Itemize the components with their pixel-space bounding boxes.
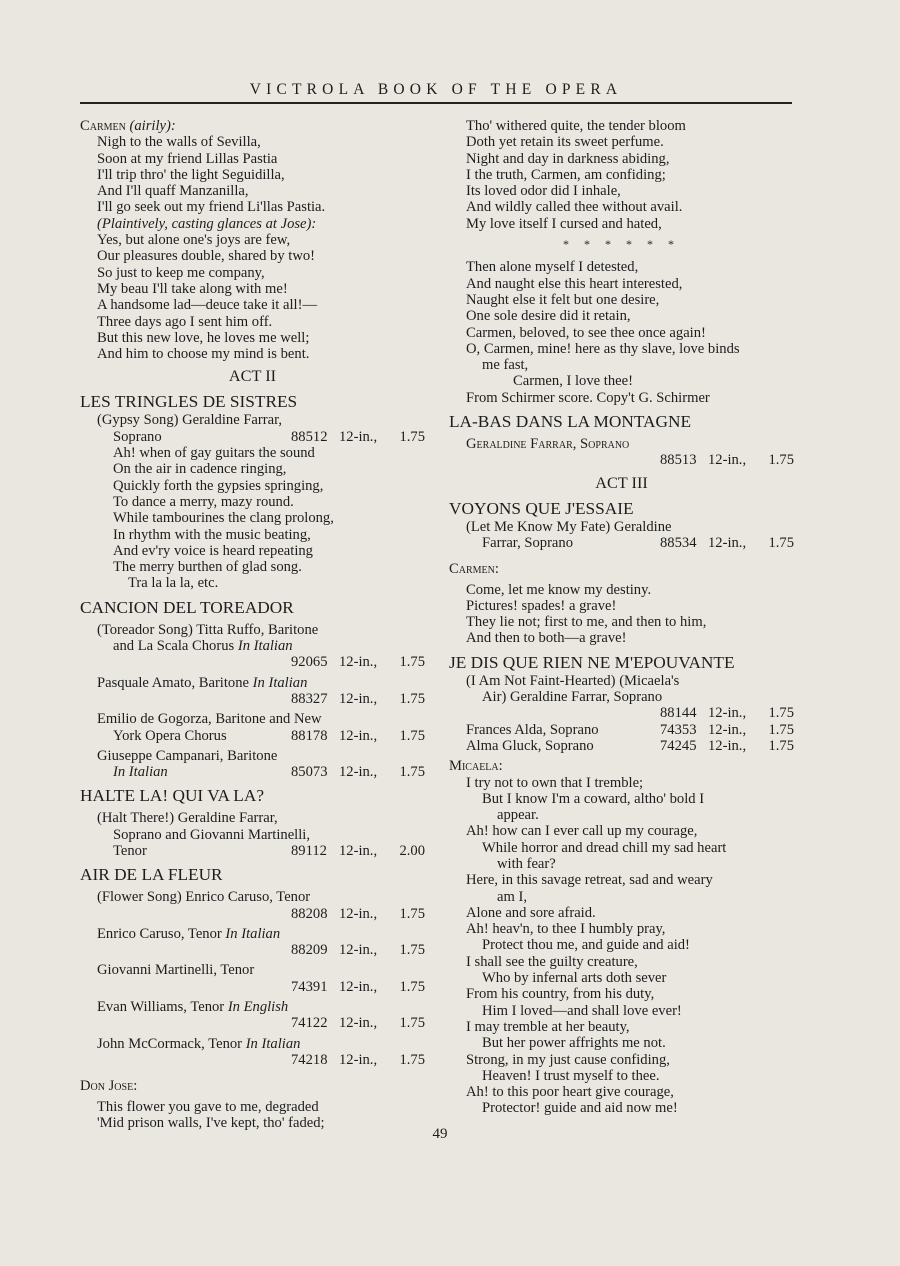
- carmen-verse-2: [80, 232, 425, 362]
- jose-verse-cont: [449, 118, 794, 232]
- record-entry: [449, 452, 794, 468]
- record-credit: (Let Me Know My Fate) Geraldine: [466, 518, 672, 535]
- record-number: 85073: [291, 764, 328, 781]
- lyric-line: Ah! when of gay guitars the sound: [113, 445, 315, 462]
- record-entry: [80, 764, 425, 780]
- lyric-line: 'Mid prison walls, I've kept, tho' faded;: [97, 1114, 325, 1131]
- record-artist: Pasquale Amato, Baritone: [97, 674, 249, 691]
- record-entry: [80, 979, 425, 995]
- record-number: 74245: [660, 737, 697, 754]
- lyric-line: Pictures! spades! a grave!: [466, 597, 617, 614]
- record-credit: Emilio de Gogorza, Baritone and New: [97, 711, 322, 728]
- record-language: In Italian: [113, 764, 168, 781]
- record-entry: [80, 691, 425, 707]
- lyric-line: Him I loved—and shall love ever!: [482, 1002, 682, 1019]
- stage-direction: (airily):: [129, 118, 176, 134]
- record-artist: Alma Gluck, Soprano: [466, 737, 594, 754]
- lyric-line: To dance a merry, mazy round.: [113, 493, 294, 510]
- lyric-line: Ah! to this poor heart give courage,: [466, 1084, 674, 1101]
- lyric-line: Carmen, beloved, to see thee once again!: [466, 324, 706, 341]
- lyric-line: Our pleasures double, shared by two!: [97, 248, 316, 265]
- record-size: 12-in.,: [339, 905, 378, 922]
- lyric-line: Doth yet retain its sweet perfume.: [466, 134, 664, 151]
- record-price: 1.75: [399, 978, 425, 995]
- record-entry: [80, 654, 425, 670]
- lyric-line: Who by infernal arts doth sever: [482, 970, 667, 987]
- speaker-name: Carmen:: [449, 561, 499, 578]
- left-column: [80, 118, 425, 1131]
- record-number: 74391: [291, 978, 328, 995]
- record-artist: Evan Williams, Tenor: [97, 999, 225, 1016]
- lyric-line: Come, let me know my destiny.: [466, 581, 652, 598]
- record-language: In Italian: [245, 1035, 301, 1052]
- lyric-line: Tho' withered quite, the tender bloom: [466, 118, 686, 134]
- lyric-line: A handsome lad—deuce take it all!—: [97, 297, 318, 314]
- record-credit: (Gypsy Song) Geraldine Farrar,: [97, 412, 283, 429]
- lyric-line: This flower you gave to me, degraded: [97, 1098, 319, 1115]
- header-rule: [80, 102, 792, 104]
- copyright-note: From Schirmer score. Copy't G. Schirmer: [466, 389, 710, 406]
- stage-direction-text: (Plaintively, casting glances at Jose):: [97, 215, 317, 232]
- record-credit: [80, 999, 425, 1015]
- record-credit: Air) Geraldine Farrar, Soprano: [482, 689, 663, 706]
- section-title: AIR DE LA FLEUR: [80, 865, 223, 885]
- record-size: 12-in.,: [339, 727, 378, 744]
- record-number: 88534: [660, 534, 697, 551]
- lyric-line: They lie not; first to me, and then to him,: [466, 614, 707, 631]
- micaela-verse: [449, 775, 794, 1117]
- record-credit: (Flower Song) Enrico Caruso, Tenor: [97, 889, 311, 906]
- record-entry: [80, 1015, 425, 1031]
- record-price: 1.75: [399, 942, 425, 959]
- record-entry: [80, 429, 425, 445]
- lyric-line: Yes, but alone one's joys are few,: [97, 232, 291, 249]
- record-credit: [80, 1036, 425, 1052]
- lyric-line: Naught else it felt but one desire,: [466, 291, 660, 308]
- record-number: 92065: [291, 654, 328, 671]
- record-size: 12-in.,: [708, 452, 747, 469]
- record-credit: (Halt There!) Geraldine Farrar,: [97, 810, 278, 827]
- lyric-line: Tra la la la, etc.: [128, 575, 219, 592]
- page-number: 49: [432, 1126, 448, 1142]
- record-artist: Farrar, Soprano: [482, 534, 574, 551]
- record-price: 2.00: [399, 842, 425, 859]
- lyric-line: I shall see the guilty creature,: [466, 953, 638, 970]
- lyric-line: And then to both—a grave!: [466, 630, 627, 647]
- record-size: 12-in.,: [708, 534, 747, 551]
- record-price: 1.75: [768, 705, 794, 722]
- lyric-line: So just to keep me company,: [97, 264, 265, 281]
- lyric-line: Quickly forth the gypsies springing,: [113, 477, 324, 494]
- record-artist: Enrico Caruso, Tenor: [97, 925, 222, 942]
- record-entry: [80, 843, 425, 859]
- lyric-line: Protect thou me, and guide and aid!: [482, 937, 690, 954]
- record-language: In Italian: [237, 638, 293, 655]
- record-credit: Geraldine Farrar, Soprano: [466, 436, 630, 453]
- stage-direction-2: [80, 216, 425, 232]
- section-title: JE DIS QUE RIEN NE M'EPOUVANTE: [449, 652, 735, 672]
- record-number: 88513: [660, 452, 697, 469]
- carmen-fate-verse: [449, 582, 794, 647]
- record-number: 74353: [660, 721, 697, 738]
- record-number: 74218: [291, 1051, 328, 1068]
- lyric-line: Strong, in my just cause confiding,: [466, 1051, 670, 1068]
- record-price: 1.75: [399, 428, 425, 445]
- speaker-line: [80, 118, 425, 134]
- lyric-line: Nigh to the walls of Sevilla,: [97, 134, 261, 151]
- record-number: 89112: [291, 842, 327, 859]
- lyric-line: I try not to own that I tremble;: [466, 774, 644, 791]
- record-price: 1.75: [399, 654, 425, 671]
- lyric-line: But I know I'm a coward, altho' bold I: [482, 790, 705, 807]
- speaker-name: Carmen: [80, 118, 126, 134]
- record-artist: Soprano: [113, 428, 162, 445]
- lyric-line: Its loved odor did I inhale,: [466, 183, 621, 200]
- lyric-line: Heaven! I trust myself to thee.: [482, 1067, 660, 1084]
- lyric-line: Here, in this savage retreat, sad and weary: [466, 872, 713, 889]
- record-size: 12-in.,: [339, 764, 378, 781]
- section-title: LES TRINGLES DE SISTRES: [80, 392, 298, 412]
- record-price: 1.75: [399, 727, 425, 744]
- record-price: 1.75: [768, 452, 794, 469]
- lyric-line: with fear?: [497, 855, 556, 872]
- record-size: 12-in.,: [708, 721, 747, 738]
- record-artist: York Opera Chorus: [113, 727, 227, 744]
- record-credit: [80, 675, 425, 691]
- lyric-line: I may tremble at her beauty,: [466, 1018, 630, 1035]
- record-credit: (Toreador Song) Titta Ruffo, Baritone: [97, 621, 319, 638]
- lyric-line: But her power affrights me not.: [482, 1035, 666, 1052]
- lyric-line: From his country, from his duty,: [466, 986, 655, 1003]
- act-heading: ACT II: [228, 366, 277, 386]
- record-price: 1.75: [399, 905, 425, 922]
- record-credit: (I Am Not Faint-Hearted) (Micaela's: [466, 672, 680, 689]
- record-entry: [449, 535, 794, 551]
- record-price: 1.75: [768, 737, 794, 754]
- section-title: HALTE LA! QUI VA LA?: [80, 786, 264, 806]
- record-artist: Frances Alda, Soprano: [466, 721, 599, 738]
- record-language: In English: [227, 999, 289, 1016]
- lyric-line: On the air in cadence ringing,: [113, 461, 287, 478]
- lyric-line: And ev'ry voice is heard repeating: [113, 542, 313, 559]
- section-title: CANCION DEL TOREADOR: [80, 597, 294, 617]
- record-size: 12-in.,: [339, 1015, 378, 1032]
- record-credit: [80, 638, 425, 654]
- lyric-line: Three days ago I sent him off.: [97, 313, 273, 330]
- record-entry: [80, 1052, 425, 1068]
- record-number: 88178: [291, 727, 328, 744]
- record-number: 88144: [660, 705, 697, 722]
- lyric-line: Then alone myself I detested,: [466, 259, 639, 276]
- record-credit: Giuseppe Campanari, Baritone: [97, 747, 278, 764]
- record-size: 12-in.,: [339, 428, 378, 445]
- lyric-line: But this new love, he loves me well;: [97, 329, 310, 346]
- lyric-line: In rhythm with the music beating,: [113, 526, 311, 543]
- lyric-line: I'll go seek out my friend Li'llas Pastia.: [97, 199, 326, 216]
- record-entry: [80, 728, 425, 744]
- lyric-line: While horror and dread chill my sad heart: [482, 839, 727, 856]
- record-credit: [80, 926, 425, 942]
- record-size: 12-in.,: [339, 842, 378, 859]
- lyric-line: And I'll quaff Manzanilla,: [97, 183, 249, 200]
- lyric-line: My beau I'll take along with me!: [97, 280, 288, 297]
- lyric-line: The merry burthen of glad song.: [113, 559, 302, 576]
- record-price: 1.75: [768, 721, 794, 738]
- jose-verse: [80, 1099, 425, 1132]
- speaker-name: Don Jose:: [80, 1078, 138, 1095]
- running-header: VICTROLA BOOK OF THE OPERA: [249, 81, 623, 98]
- record-number: 88209: [291, 942, 328, 959]
- record-size: 12-in.,: [339, 690, 378, 707]
- section-title: LA-BAS DANS LA MONTAGNE: [449, 412, 691, 432]
- lyric-line: Night and day in darkness abiding,: [466, 150, 670, 167]
- record-number: 88327: [291, 690, 328, 707]
- record-size: 12-in.,: [339, 978, 378, 995]
- lyric-line: Alone and sore afraid.: [466, 904, 596, 921]
- section-title: VOYONS QUE J'ESSAIE: [449, 498, 634, 518]
- lyric-line: One sole desire did it retain,: [466, 308, 631, 325]
- record-entry: [449, 722, 794, 738]
- record-artist: John McCormack, Tenor: [97, 1035, 243, 1052]
- record-artist: Tenor: [113, 842, 147, 859]
- record-size: 12-in.,: [339, 1051, 378, 1068]
- record-entry: [80, 942, 425, 958]
- lyric-line: While tambourines the clang prolong,: [113, 510, 334, 527]
- record-size: 12-in.,: [339, 654, 378, 671]
- lyric-line: And him to choose my mind is bent.: [97, 346, 310, 363]
- lyric-line: And naught else this heart interested,: [466, 275, 683, 292]
- record-price: 1.75: [768, 534, 794, 551]
- record-entry: [449, 738, 794, 754]
- act-heading: ACT III: [595, 472, 648, 492]
- lyric-line: My love itself I cursed and hated,: [466, 215, 662, 232]
- record-size: 12-in.,: [708, 737, 747, 754]
- lyric-line: appear.: [497, 807, 539, 824]
- speaker-name: Micaela:: [449, 758, 503, 775]
- record-language: In Italian: [225, 925, 281, 942]
- record-price: 1.75: [399, 690, 425, 707]
- record-credit: Soprano and Giovanni Martinelli,: [113, 826, 310, 843]
- lyric-line: And wildly called thee without avail.: [466, 199, 683, 216]
- record-credit: Giovanni Martinelli, Tenor: [97, 962, 255, 979]
- record-size: 12-in.,: [339, 942, 378, 959]
- lyric-line: I'll trip thro' the light Seguidilla,: [97, 166, 285, 183]
- lyric-line: Ah! how can I ever call up my courage,: [466, 823, 698, 840]
- carmen-verse: [80, 134, 425, 215]
- record-entry: [80, 906, 425, 922]
- record-number: 88208: [291, 905, 328, 922]
- lyric-line: O, Carmen, mine! here as thy slave, love binds: [466, 340, 740, 357]
- record-size: 12-in.,: [708, 705, 747, 722]
- lyric-line: Protector! guide and aid now me!: [482, 1100, 678, 1117]
- record-price: 1.75: [399, 1051, 425, 1068]
- record-language: In Italian: [252, 674, 308, 691]
- record-entry: [449, 705, 794, 721]
- record-price: 1.75: [399, 1015, 425, 1032]
- lyric-line: me fast,: [482, 357, 529, 374]
- lyric-line: am I,: [497, 888, 527, 905]
- lyric-line: Carmen, I love thee!: [513, 373, 633, 390]
- jose-verse-cont-2: [449, 259, 794, 357]
- record-number: 74122: [291, 1015, 328, 1032]
- section-break: * * * * * *: [563, 237, 680, 252]
- gypsy-lyrics: [80, 445, 425, 575]
- lyric-line: I the truth, Carmen, am confiding;: [466, 166, 666, 183]
- right-column: [449, 118, 794, 1117]
- lyric-line: Soon at my friend Lillas Pastia: [97, 150, 278, 167]
- record-price: 1.75: [399, 764, 425, 781]
- record-number: 88512: [291, 428, 328, 445]
- lyric-line: Ah! heav'n, to thee I humbly pray,: [466, 921, 666, 938]
- record-artist: and La Scala Chorus: [113, 638, 235, 655]
